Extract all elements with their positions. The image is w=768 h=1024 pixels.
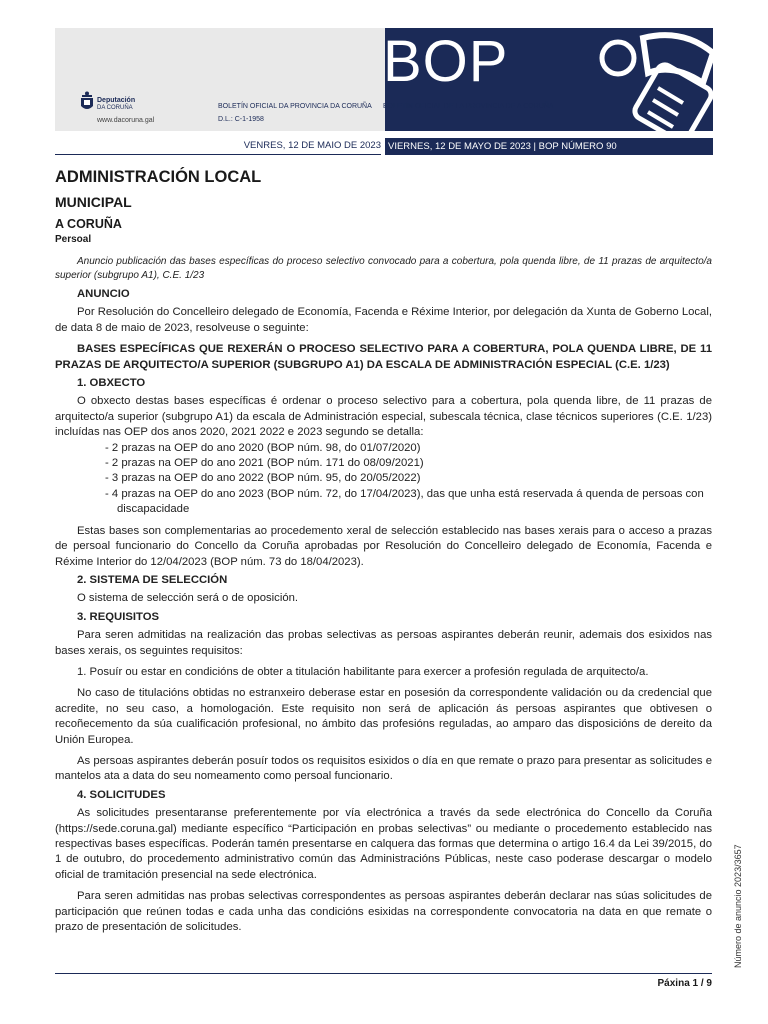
section-3-paragraph-deadline: As persoas aspirantes deberán posuír todos os requisitos esixidos o día en que remate o prazo para presentar as solicitudes e mantelos ata a data do seu nomeamento como persoal funcionario. (55, 754, 712, 783)
section-4-title: 4. SOLICITUDES (77, 788, 166, 801)
date-galician: VENRES, 12 DE MAIO DE 2023 (55, 138, 381, 155)
section-1-paragraph-2: Estas bases son complementarias ao procedemento xeral de selección establecido nas bases xerais para o acceso a prazas de persoal funcionario do Concello da Coruña aprobadas por Resolución do Concelleiro delegado de Economía, Facenda e Réxime Interior do 12/04/2023 (BOP núm. 73 do 18/04/2023). (55, 524, 712, 568)
section-subtitle: MUNICIPAL (55, 194, 132, 210)
section-1-title: 1. OBXECTO (77, 377, 146, 390)
legal-deposit: D.L.: C-1-1958 (218, 116, 264, 123)
intro-paragraph: Por Resolución do Concelleiro delegado de Economía, Facenda e Réxime Interior, por delegación da Xunta de Goberno Local, de data 8 de maio de 2023, resolveuse o seguinte: (55, 306, 712, 334)
section-3-title: 3. REQUISITOS (77, 610, 160, 623)
anuncio-label: ANUNCIO (77, 288, 130, 300)
list-item: - 2 prazas na OEP do ano 2021 (BOP núm. 171 do 08/09/2021) (105, 457, 424, 470)
page-number: Páxina 1 / 9 (657, 978, 712, 989)
section-3-paragraph: Para seren admitidas na realización das probas selectivas as persoas aspirantes deberán reunir, ademais dos esixidos nas bases xerais, os seguintes requisitos: (55, 629, 712, 657)
bulletin-name-spanish: BOLETÍN OFICIAL DE LA PROVINCIA DE A CORUÑA (383, 103, 554, 110)
org-name: Deputación (97, 97, 136, 104)
org-subtitle: DA CORUÑA (97, 105, 133, 111)
section-2-title: 2. SISTEMA DE SELECCIÓN (77, 573, 228, 586)
document-body (55, 255, 712, 935)
section-1-paragraph: O obxecto destas bases específicas é ordenar o proceso selectivo para a cobertura, pola quenda libre, de 11 prazas de arquitecto/a superior (subgrupo A1) da escala de Administración especial, subescala técnica, clase técnicos superiores (C.E. 1/23) incluídas nas OEP dos anos 2020, 2021 2022 e 2023 segundo se detalla: (55, 395, 712, 439)
list-item: - 3 prazas na OEP do ano 2022 (BOP núm. 95, do 20/05/2022) (105, 472, 421, 485)
announcement-summary: Anuncio publicación das bases específicas do proceso selectivo convocado para a cobertura, pola quenda libre, de 11 prazas de arquitecto/a superior (subgrupo A1), C.E. 1/23 (55, 256, 712, 281)
section-area: Persoal (55, 234, 92, 245)
section-2-paragraph: O sistema de selección será o de oposición. (77, 592, 299, 605)
list-item: - 2 prazas na OEP do ano 2020 (BOP núm. 98, do 01/07/2020) (105, 441, 421, 454)
list-item: - 4 prazas na OEP do ano 2023 (BOP núm. 72, do 17/04/2023), das que unha está reservada á quenda de persoas con discapacidade (105, 487, 704, 516)
masthead-title: BOP (383, 29, 509, 94)
section-4-paragraph: As solicitudes presentaranse preferentemente por vía electrónica a través da sede electrónica do Concello da Coruña (https://sede.coruna.gal) mediante específico “Participación en probas selectivas” ou mediante o procedemento establecido nas respectivas bases específicas. Poderán tamén presentarse en calquera das formas que determina o artigo 16.4 da Lei 39/2015, do 1 de outubro, do procedemento administrativo común das Administracións Públicas, neste caso poderase descargar o modelo oficial de tramitación presencial na sede electrónica. (55, 807, 712, 881)
section-3-paragraph-foreign: No caso de titulacións obtidas no estranxeiro deberase estar en posesión da correspondente validación ou da credencial que acredite, no seu caso, a homologación. Este requisito non será de aplicación ás persoas aspirantes que obtivesen o recoñecemento da súa cualificación profesional, no ámbito das profesións reguladas, ao amparo das disposicións de dereito da Unión Europea. (55, 687, 712, 746)
date-issue-bar: VIERNES, 12 DE MAYO DE 2023 | BOP NÚMERO 90 (385, 138, 713, 155)
oep-list (55, 441, 712, 518)
coat-of-arms-decoration (523, 28, 713, 131)
deputacion-logo-icon (79, 91, 95, 113)
org-website-link[interactable]: www.dacoruna.gal (97, 117, 155, 124)
bulletin-name-galician: BOLETÍN OFICIAL DA PROVINCIA DA CORUÑA (218, 103, 372, 110)
date-spanish: VIERNES, 12 DE MAYO DE 2023 (388, 141, 531, 152)
footer-divider (55, 973, 712, 974)
announcement-number: Número de anuncio 2023/3657 (733, 844, 743, 968)
section-place: A CORUÑA (55, 217, 122, 231)
bases-title: BASES ESPECÍFICAS QUE REXERÁN O PROCESO SELECTIVO PARA A COBERTURA, POLA QUENDA LIBRE, DE 11 PRAZAS DE ARQUITECTO/A SUPERIOR (SUBGRUPO A1) DA ESCALA DE ADMINISTRACIÓN ESPECIAL (C.E. 1/23) (55, 343, 712, 371)
section-3-requirement-1: 1. Posuír ou estar en condicións de obter a titulación habilitante para exercer a profesión regulada de arquitecto/a. (77, 665, 649, 678)
section-title: ADMINISTRACIÓN LOCAL (55, 168, 262, 186)
issue-number: BOP NÚMERO 90 (538, 141, 617, 152)
section-4-paragraph-2: Para seren admitidas nas probas selectivas correspondentes as persoas aspirantes deberán declarar nas súas solicitudes de participación que reúnen todas e cada unha das condicións esixidas na correspondente convocatoria na data en que remate o prazo de presentación de solicitudes. (55, 890, 712, 934)
